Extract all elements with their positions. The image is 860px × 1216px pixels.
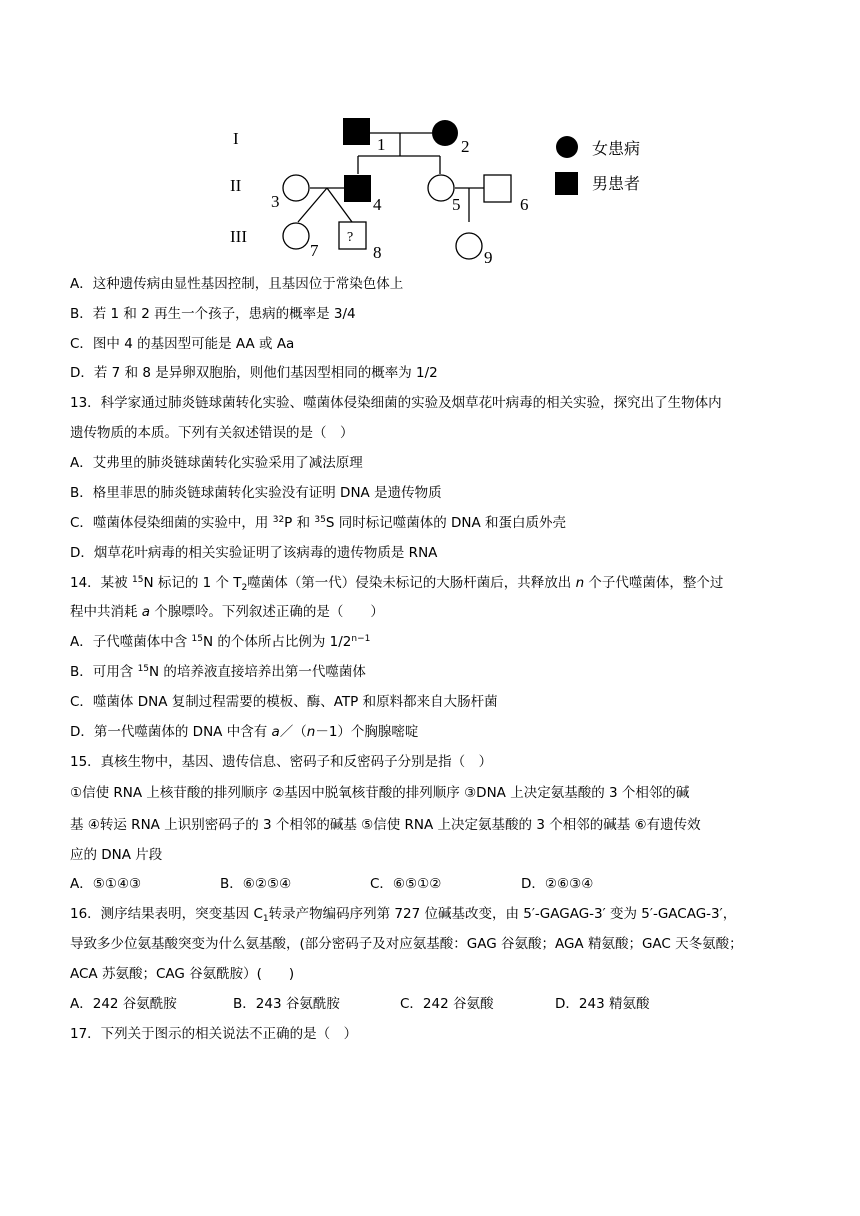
q16-option-c: C．242 谷氨酸 [400, 996, 494, 1012]
q15-option-a: A．⑤①④③ [70, 876, 142, 892]
q13-option-a: A．艾弗里的肺炎链球菌转化实验采用了减法原理 [70, 455, 363, 471]
male-normal-6 [484, 175, 511, 202]
q16-option-a: A．242 谷氨酰胺 [70, 996, 177, 1012]
q14-option-b: B．可用含 $^{15}$N 的培养液直接培养出第一代噬菌体 [70, 664, 366, 680]
q14-option-c: C．噬菌体 DNA 复制过程需要的模板、酶、ATP 和原料都来自大肠杆菌 [70, 694, 498, 710]
individual-number: 9 [484, 248, 493, 267]
q16-stem-line2: 导致多少位氨基酸突变为什么氨基酸，(部分密码子及对应氨基酸：GAG 谷氨酸；AGA 精氨酸；GAC 天冬氨酸； [70, 936, 743, 952]
q16-stem-line1: 16．测序结果表明，突变基因 $C_1$转录产物编码序列第 727 位碱基改变，由 5′-GAGAG-3′ 变为 5′-GACAG-3′， [70, 906, 737, 924]
q12-option-a: A．这种遗传病由显性基因控制，且基因位于常染色体上 [70, 276, 404, 292]
q15-stem: 15．真核生物中，基因、遗传信息、密码子和反密码子分别是指（ ） [70, 754, 493, 770]
q16-option-b: B．243 谷氨酰胺 [233, 996, 340, 1012]
q16-option-d: D．243 精氨酸 [555, 996, 650, 1012]
q12-option-c: C．图中 4 的基因型可能是 AA 或 Aa [70, 336, 295, 352]
q14-stem-line1: 14．某被 $^{15}$N 标记的 1 个 $T_2$噬菌体（第一代）侵染未标记的大肠杆菌后，共释放出 n 个子代噬菌体，整个过 [70, 575, 724, 593]
individual-number: 3 [271, 192, 280, 211]
legend-male-affected-label: 男患者 [592, 174, 641, 193]
female-normal-9 [456, 233, 482, 259]
q13-stem-line2: 遗传物质的本质。下列有关叙述错误的是（ ） [70, 425, 354, 441]
individual-number: 2 [461, 137, 470, 156]
individual-number: 6 [520, 195, 529, 214]
q15-items-line2: 基 ④转运 RNA 上识别密码子的 3 个相邻的碱基 ⑤信使 RNA 上决定氨基酸的 3 个相邻的碱基 ⑥有遗传效 [70, 817, 701, 833]
q17-stem: 17．下列关于图示的相关说法不正确的是（ ） [70, 1026, 358, 1042]
q13-option-b: B．格里菲思的肺炎链球菌转化实验没有证明 DNA 是遗传物质 [70, 485, 442, 501]
generation-label: I [233, 129, 239, 148]
q12-option-d: D．若 7 和 8 是异卵双胞胎，则他们基因型相同的概率为 1/2 [70, 365, 438, 381]
q15-option-d: D．②⑥③④ [521, 876, 594, 892]
q16-stem-line3: ACA 苏氨酸；CAG 谷氨酰胺）( ) [70, 966, 295, 982]
female-normal-3 [283, 175, 309, 201]
individual-number: 1 [377, 135, 386, 154]
q15-option-b: B．⑥②⑤④ [220, 876, 292, 892]
q13-option-d: D．烟草花叶病毒的相关实验证明了该病毒的遗传物质是 RNA [70, 545, 438, 561]
q15-option-c: C．⑥⑤①② [370, 876, 442, 892]
female-affected-2 [432, 120, 458, 146]
q14-stem-line2: 程中共消耗 a 个腺嘌呤。下列叙述正确的是（ ） [70, 604, 384, 620]
legend-female-affected-label: 女患病 [592, 139, 641, 158]
individual-number: 8 [373, 243, 382, 262]
q14-option-a: A．子代噬菌体中含 $^{15}$N 的个体所占比例为 $1/2^{n-1}$ [70, 634, 371, 650]
q15-items-line1: ①信使 RNA 上核苷酸的排列顺序 ②基因中脱氧核苷酸的排列顺序 ③DNA 上决定氨基酸的 3 个相邻的碱 [70, 785, 690, 801]
generation-label: III [230, 227, 247, 246]
q13-option-c: C．噬菌体侵染细菌的实验中，用 $^{32}$P 和 $^{35}$S 同时标记噬菌体的 DNA 和蛋白质外壳 [70, 515, 567, 531]
q13-stem-line1: 13．科学家通过肺炎链球菌转化实验、噬菌体侵染细菌的实验及烟草花叶病毒的相关实验，探究出了生物体内 [70, 395, 722, 411]
q15-items-line3: 应的 DNA 片段 [70, 847, 163, 863]
individual-number: 4 [373, 195, 382, 214]
q16-options [70, 994, 649, 1014]
female-normal-7 [283, 223, 309, 249]
unknown-mark: ? [347, 230, 354, 245]
individual-number: 5 [452, 195, 461, 214]
generation-label: II [230, 176, 242, 195]
q15-options [70, 874, 593, 894]
male-affected-1 [343, 118, 370, 145]
q14-option-d: D．第一代噬菌体的 DNA 中含有 a／（n－1）个胸腺嘧啶 [70, 724, 419, 740]
male-affected-4 [344, 175, 371, 202]
individual-number: 7 [310, 241, 319, 260]
q12-option-b: B．若 1 和 2 再生一个孩子，患病的概率是 3/4 [70, 306, 356, 322]
legend-male-affected-symbol [555, 172, 578, 195]
legend-female-affected-symbol [556, 136, 578, 158]
female-normal-5 [428, 175, 454, 201]
pedigree-diagram [228, 108, 658, 268]
